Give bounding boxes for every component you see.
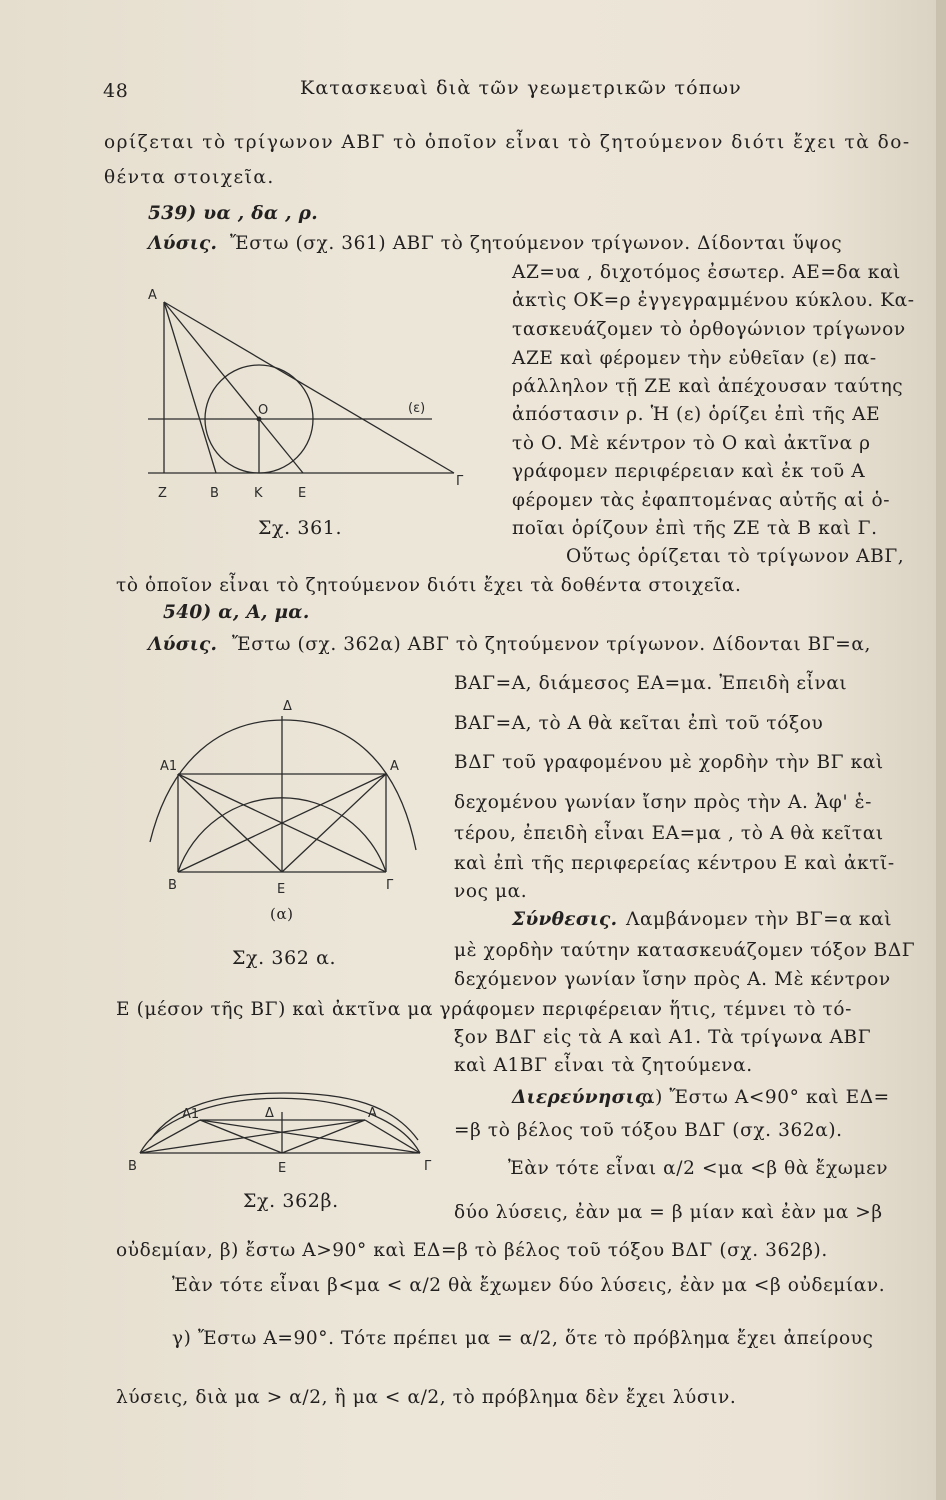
text-line: ἀκτὶς ΟΚ=ρ ἐγγεγραμμένου κύκλου. Κα- [512,290,915,311]
label-G: Γ [456,474,464,489]
text-line: α) Ἔστω Α<90° καὶ ΕΔ= [642,1087,890,1108]
label-A1: Α1 [182,1107,200,1122]
discussion-label: Διερεύνησις. [512,1087,654,1108]
text-line: Ἔστω (σχ. 361) ΑΒΓ τὸ ζητούμενον τρίγωνον. Δίδονται ὕψος [230,233,843,254]
text-line: ξον ΒΔΓ εἰς τὰ Α καὶ Α1. Τὰ τρίγωνα ΑΒΓ [454,1027,872,1048]
text-line: Ἐὰν τότε εἶναι α/2 <μα <β θὰ ἔχωμεν [508,1158,889,1179]
label-A1: Α1 [160,759,178,774]
text-line: Λαμβάνομεν τὴν ΒΓ=α καὶ [626,909,893,930]
label-Z: Ζ [158,486,167,501]
label-O: Ο [258,403,269,418]
figure-caption: Σχ. 362β. [243,1190,339,1212]
line-EA [282,1120,365,1153]
text-line: γ) Ἔστω Α=90°. Τότε πρέπει μα = α/2, ὅτε τὸ πρόβλημα ἔχει ἀπείρους [172,1328,874,1349]
text-line: γράφομεν περιφέρειαν καὶ ἐκ τοῦ Α [512,461,866,482]
synthesis-label: Σύνθεσις. [512,909,618,930]
line-BA [140,1120,365,1153]
text-line: τέρου, ἐπειδὴ εἶναι ΕΑ=μα , τὸ Α θὰ κεῖται [454,823,884,844]
text-line: ΑΖΕ καὶ φέρομεν τὴν εὐθεῖαν (ε) πα- [512,348,877,369]
label-B: Β [128,1159,137,1174]
line-GA1 [200,1120,420,1153]
text-line: δεχομένου γωνίαν ἴσην πρὸς τὴν Α. Ἀφ' ἑ- [454,792,872,813]
problem-number: 539) υα , δα , ρ. [148,203,318,224]
label-G: Γ [386,878,394,893]
text-line: ἀπόστασιν ρ. Ἡ (ε) ὁρίζει ἐπὶ τῆς ΑΕ [512,404,881,425]
text-line: φέρομεν τὰς ἐφαπτομένας αὐτῆς αἱ ὁ- [512,490,891,511]
text-line: καὶ ἐπὶ τῆς περιφερείας κέντρου Ε καὶ ἀκτῖ- [454,853,895,874]
label-A: Α [368,1106,377,1121]
figure-caption: Σχ. 361. [258,517,343,539]
label-E: Ε [298,486,307,501]
label-eps: (ε) [408,401,426,416]
text-line: =β τὸ βέλος τοῦ τόξου ΒΔΓ (σχ. 362α). [454,1120,843,1141]
line-EA1 [200,1120,282,1153]
label-B: Β [168,878,177,893]
label-G: Γ [424,1159,432,1174]
text-line: μὲ χορδὴν ταύτην κατασκευάζομεν τόξον ΒΔΓ [454,940,916,961]
text-line: ΑΖ=υα , διχοτόμος ἐσωτερ. ΑΕ=δα καὶ [512,262,901,283]
text-line: ορίζεται τὸ τρίγωνον ΑΒΓ τὸ ὁποῖον εἶναι τὸ ζητούμενον διότι ἔχει τὰ δο- [104,132,911,153]
page-number: 48 [103,80,129,102]
text-line: λύσεις, διὰ μα > α/2, ἢ μα < α/2, τὸ πρόβλημα δὲν ἔχει λύσιν. [116,1387,737,1408]
text-line: οὐδεμίαν, β) ἔστω Α>90° καὶ ΕΔ=β τὸ βέλος τοῦ τόξου ΒΔΓ (σχ. 362β). [116,1240,828,1261]
figure-sub-label: (α) [270,905,294,923]
label-E: Ε [277,882,286,897]
label-A: Α [148,288,157,303]
text-line: Ε (μέσον τῆς ΒΓ) καὶ ἀκτῖνα μα γράφομεν περιφέρειαν ἥτις, τέμνει τὸ τό- [116,999,852,1020]
text-line: θέντα στοιχεῖα. [104,167,275,188]
text-line: δύο λύσεις, ἐὰν μα = β μίαν καὶ ἐὰν μα >β [454,1202,883,1223]
running-title: Κατασκευαὶ διὰ τῶν γεωμετρικῶν τόπων [300,77,742,99]
solution-label: Λύσις. [148,634,218,655]
text-line: ΒΔΓ τοῦ γραφομένου μὲ χορδὴν τὴν ΒΓ καὶ [454,752,884,773]
label-D: Δ [283,699,292,714]
solution-label: Λύσις. [148,233,218,254]
text-line: ποῖαι ὁρίζουν ἐπὶ τῆς ΖΕ τὰ Β καὶ Γ. [512,518,878,539]
figure-caption: Σχ. 362 α. [232,947,337,969]
problem-number: 540) α, Α, μα. [163,602,310,623]
label-K: Κ [254,486,263,501]
text-line: ΒΑΓ=Α, διάμεσος ΕΑ=μα. Ἐπειδὴ εἶναι [454,673,848,694]
label-A: Α [390,759,399,774]
text-line: Ἔστω (σχ. 362α) ΑΒΓ τὸ ζητούμενον τρίγωνον. Δίδονται ΒΓ=α, [232,634,871,655]
text-line: τὸ Ο. Μὲ κέντρον τὸ Ο καὶ ἀκτῖνα ρ [512,433,871,454]
text-line: τὸ ὁποῖον εἶναι τὸ ζητούμενον διότι ἔχει τὰ δοθέντα στοιχεῖα. [116,575,742,596]
text-line: ράλληλον τῇ ΖΕ καὶ ἀπέχουσαν ταύτης [512,376,904,397]
text-line: δεχόμενον γωνίαν ἴσην πρὸς Α. Μὲ κέντρον [454,969,891,990]
text-line: Ἐὰν τότε εἶναι β<μα < α/2 θὰ ἔχωμεν δύο λύσεις, ἐὰν μα <β οὐδεμίαν. [172,1275,886,1296]
text-line: ΒΑΓ=Α, τὸ Α θὰ κεῖται ἐπὶ τοῦ τόξου [454,713,824,734]
text-line: καὶ Α1ΒΓ εἶναι τὰ ζητούμενα. [454,1055,753,1076]
label-B: Β [210,486,219,501]
text-line: νος μα. [454,881,528,902]
label-D: Δ [265,1106,274,1121]
text-line: Οὕτως ὁρίζεται τὸ τρίγωνον ΑΒΓ, [566,546,905,567]
label-E: Ε [278,1161,287,1176]
text-line: τασκευάζομεν τὸ ὀρθογώνιον τρίγωνον [512,319,906,340]
